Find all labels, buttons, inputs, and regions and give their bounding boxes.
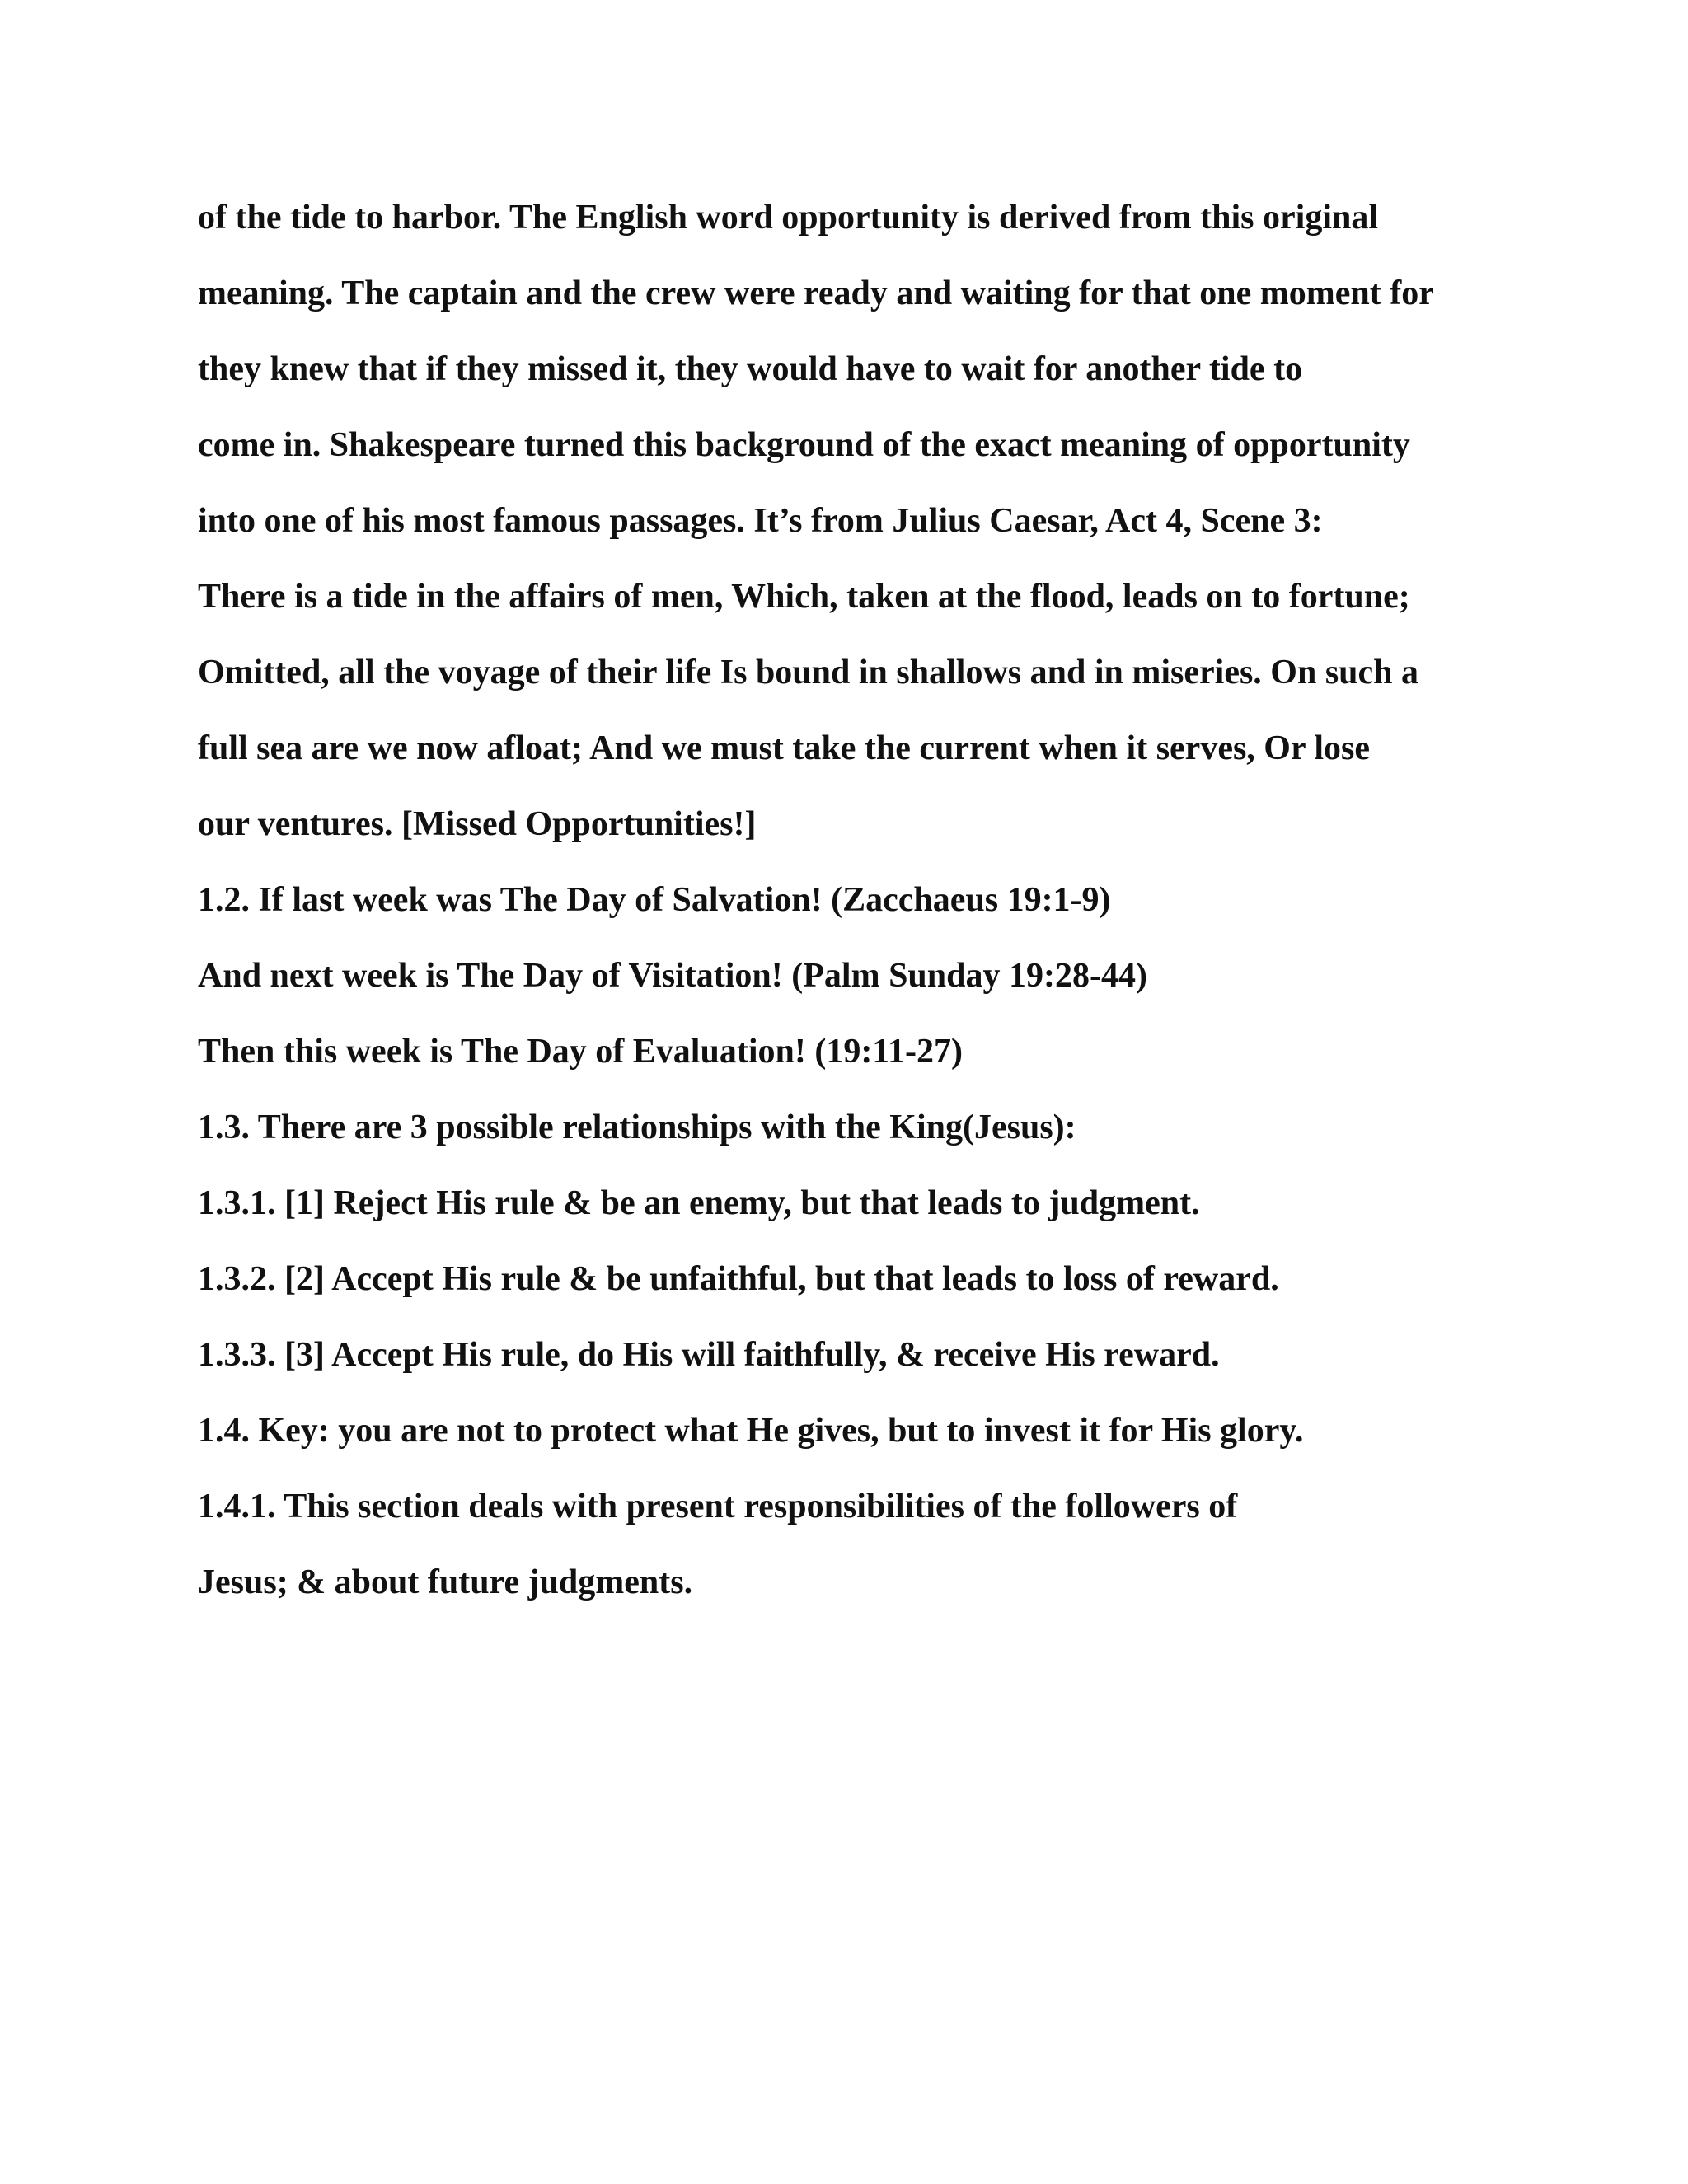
paragraph-5: into one of his most famous passages. It’s from Julius Caesar, Act 4, Scene 3: xyxy=(198,502,1323,540)
paragraph-9: our ventures. [Missed Opportunities!] xyxy=(198,805,757,843)
paragraph-16: 1.3.3. [3] Accept His rule, do His will faithfully, & receive His reward. xyxy=(198,1336,1220,1374)
document-body xyxy=(198,191,1517,1632)
paragraph-17: 1.4. Key: you are not to protect what He gives, but to invest it for His glory. xyxy=(198,1412,1304,1450)
paragraph-1: of the tide to harbor. The English word opportunity is derived from this original xyxy=(198,199,1379,237)
paragraph-3: they knew that if they missed it, they would have to wait for another tide to xyxy=(198,350,1303,388)
paragraph-15: 1.3.2. [2] Accept His rule & be unfaithful, but that leads to loss of reward. xyxy=(198,1260,1279,1298)
paragraph-11: And next week is The Day of Visitation! (Palm Sunday 19:28-44) xyxy=(198,957,1147,995)
paragraph-12: Then this week is The Day of Evaluation! (19:11-27) xyxy=(198,1033,963,1071)
paragraph-13: 1.3. There are 3 possible relationships with the King(Jesus): xyxy=(198,1108,1076,1146)
paragraph-8: full sea are we now afloat; And we must take the current when it serves, Or lose xyxy=(198,729,1371,767)
paragraph-7: Omitted, all the voyage of their life Is bound in shallows and in miseries. On such a xyxy=(198,654,1419,691)
paragraph-14: 1.3.1. [1] Reject His rule & be an enemy, but that leads to judgment. xyxy=(198,1184,1200,1222)
paragraph-18: 1.4.1. This section deals with present responsibilities of the followers of xyxy=(198,1488,1238,1526)
paragraph-4: come in. Shakespeare turned this background of the exact meaning of opportunity xyxy=(198,426,1410,464)
paragraph-6: There is a tide in the affairs of men, Which, taken at the flood, leads on to fortune; xyxy=(198,578,1410,616)
paragraph-2: meaning. The captain and the crew were ready and waiting for that one moment for xyxy=(198,274,1434,312)
paragraph-10: 1.2. If last week was The Day of Salvation! (Zacchaeus 19:1-9) xyxy=(198,881,1111,919)
paragraph-19: Jesus; & about future judgments. xyxy=(198,1563,693,1601)
